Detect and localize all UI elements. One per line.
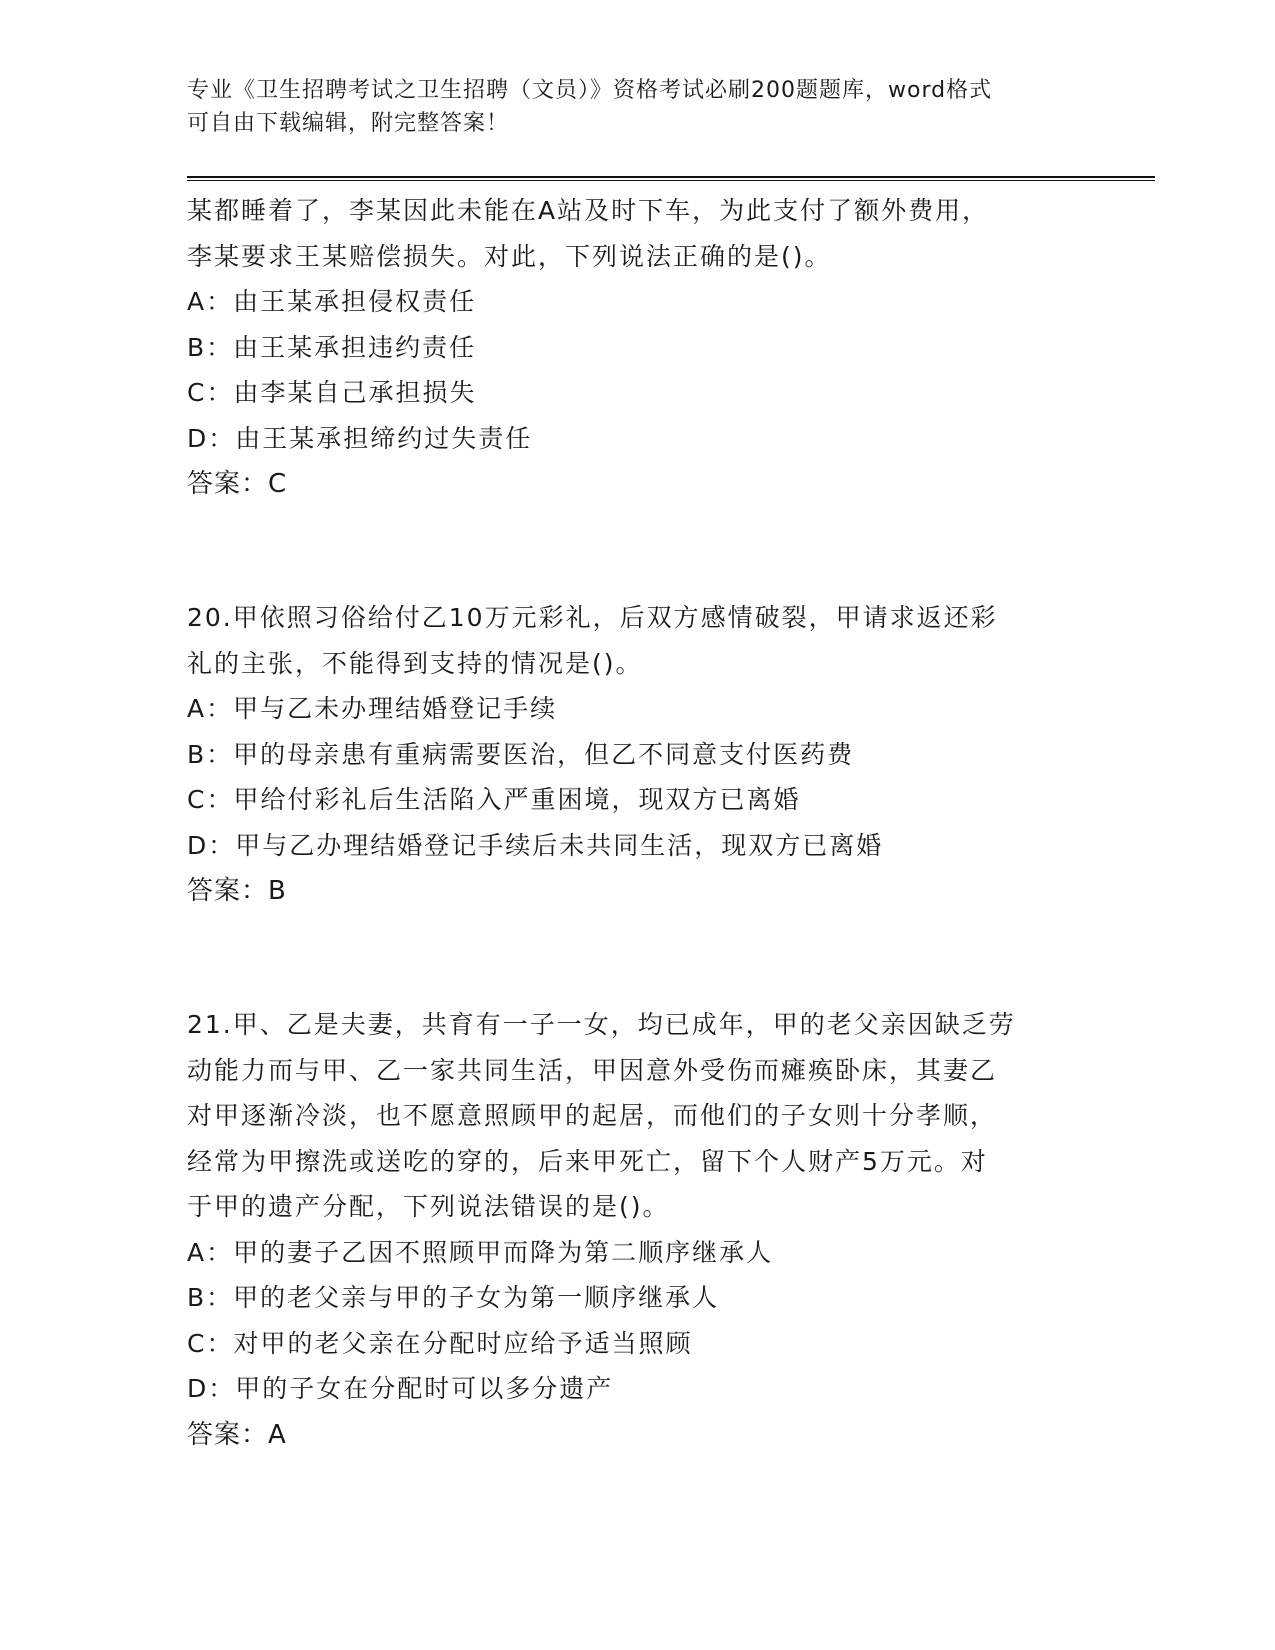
header-title-line-1: 专业《卫生招聘考试之卫生招聘（文员）》资格考试必刷200题题库，word格式 xyxy=(187,78,993,103)
question-stem-line: 21.甲、乙是夫妻，共育有一子一女，均已成年，甲的老父亲因缺乏劳 xyxy=(187,1010,1016,1039)
option-b: B：由王某承担违约责任 xyxy=(187,332,477,362)
question-19 xyxy=(187,188,1087,507)
question-stem-line: 礼的主张，不能得到支持的情况是()。 xyxy=(187,648,643,678)
question-stem-line: 经常为甲擦洗或送吃的穿的，后来甲死亡，留下个人财产5万元。对 xyxy=(187,1146,988,1176)
option-b: B：甲的老父亲与甲的子女为第一顺序继承人 xyxy=(187,1283,720,1312)
question-spacer xyxy=(187,914,1087,1002)
answer-line: 答案：A xyxy=(187,1419,287,1450)
question-20 xyxy=(187,595,1087,914)
option-c: C：由李某自己承担损失 xyxy=(187,378,477,407)
question-stem-line: 某都睡着了，李某因此未能在A站及时下车，为此支付了额外费用， xyxy=(187,196,990,225)
question-stem-line: 于甲的遗产分配，下列说法错误的是()。 xyxy=(187,1192,670,1221)
option-a: A：甲的妻子乙因不照顾甲而降为第二顺序继承人 xyxy=(187,1237,774,1267)
header-title-line-2: 可自由下载编辑，附完整答案！ xyxy=(187,111,510,136)
option-c: C：对甲的老父亲在分配时应给予适当照顾 xyxy=(187,1328,693,1358)
answer-line: 答案：B xyxy=(187,876,287,906)
question-21 xyxy=(187,1002,1087,1458)
option-b: B：甲的母亲患有重病需要医治，但乙不同意支付医药费 xyxy=(187,739,855,769)
answer-line: 答案：C xyxy=(187,469,288,499)
question-spacer xyxy=(187,507,1087,595)
header-divider xyxy=(187,176,1155,181)
option-a: A：甲与乙未办理结婚登记手续 xyxy=(187,694,558,723)
option-d: D：由王某承担缔约过失责任 xyxy=(187,423,533,453)
question-stem-line: 李某要求王某赔偿损失。对此，下列说法正确的是()。 xyxy=(187,241,832,271)
page-header xyxy=(187,74,1087,140)
option-c: C：甲给付彩礼后生活陷入严重困境，现双方已离婚 xyxy=(187,785,801,814)
option-a: A：由王某承担侵权责任 xyxy=(187,287,477,316)
question-stem-line: 动能力而与甲、乙一家共同生活，甲因意外受伤而瘫痪卧床，其妻乙 xyxy=(187,1055,998,1085)
question-stem-line: 对甲逐渐冷淡，也不愿意照顾甲的起居，而他们的子女则十分孝顺， xyxy=(187,1101,998,1130)
option-d: D：甲的子女在分配时可以多分遗产 xyxy=(187,1374,614,1403)
question-stem-line: 20.甲依照习俗给付乙10万元彩礼，后双方感情破裂，甲请求返还彩 xyxy=(187,603,998,632)
question-content xyxy=(187,188,1087,1458)
option-d: D：甲与乙办理结婚登记手续后未共同生活，现双方已离婚 xyxy=(187,830,884,860)
